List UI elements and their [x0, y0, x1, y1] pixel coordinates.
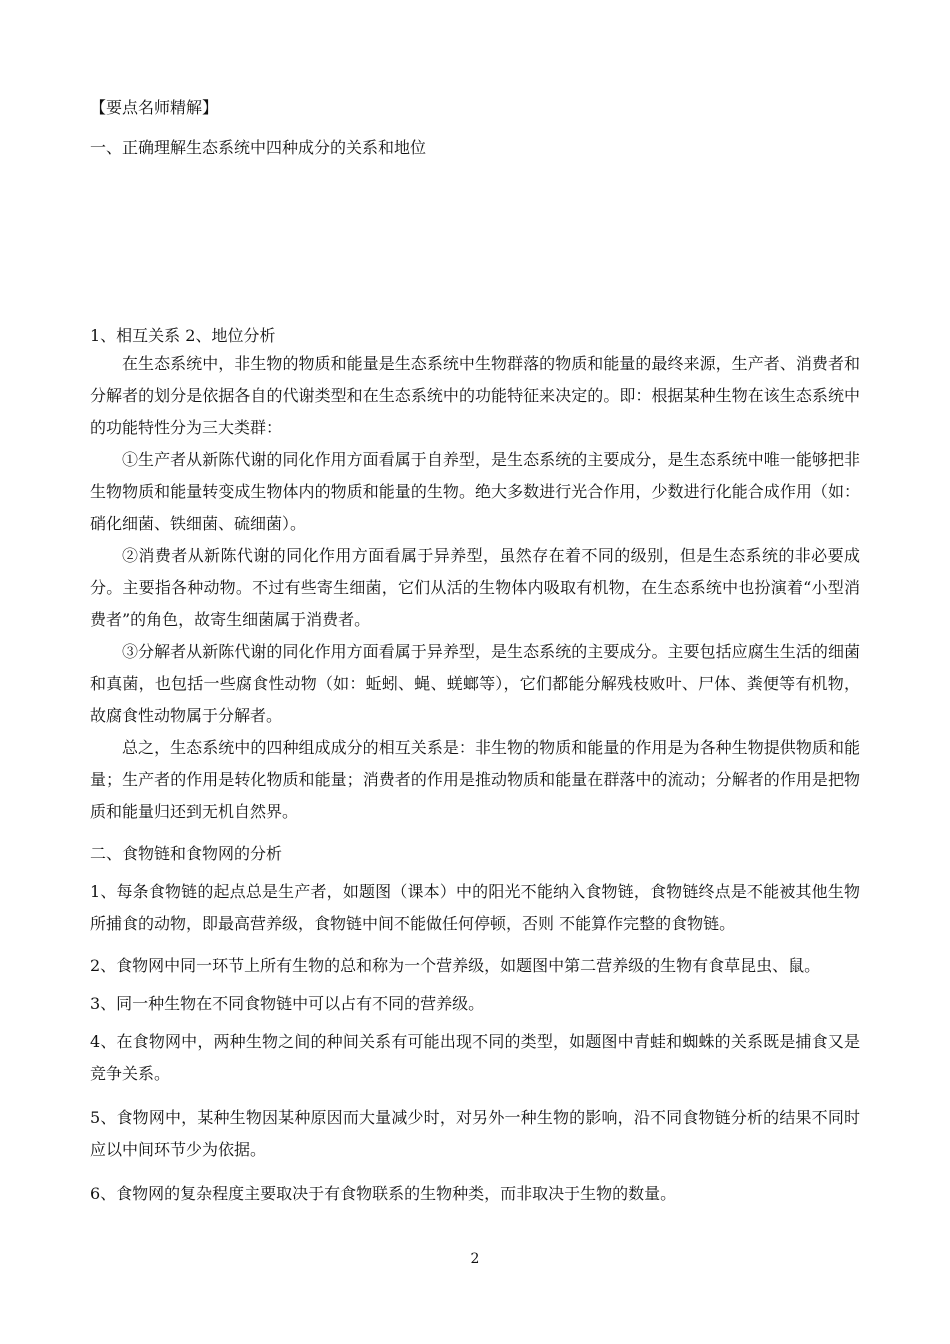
- subheading: 1、相互关系 2、地位分析: [90, 326, 276, 345]
- paragraph-consumer: ②消费者从新陈代谢的同化作用方面看属于异养型，虽然存在着不同的级别，但是生态系统的非必要成分。主要指各种动物。不过有些寄生细菌，它们从活的生物体内吸取有机物，在生态系统中也扮演着“小型消费者”的角色，故寄生细菌属于消费者。: [90, 546, 860, 629]
- paragraph-summary: 总之，生态系统中的四种组成成分的相互关系是：非生物的物质和能量的作用是为各种生物提供物质和能量；生产者的作用是转化物质和能量；消费者的作用是推动物质和能量在群落中的流动；分解者的作用是把物质和能量归还到无机自然界。: [90, 738, 860, 821]
- page-number: 2: [470, 1251, 480, 1267]
- figure-placeholder: [90, 175, 860, 315]
- list-item: 6、食物网的复杂程度主要取决于有食物联系的生物种类，而非取决于生物的数量。: [90, 1184, 677, 1203]
- list-item: 2、食物网中同一环节上所有生物的总和称为一个营养级，如题图中第二营养级的生物有食草昆虫、鼠。: [90, 956, 821, 975]
- paragraph-intro: 在生态系统中，非生物的物质和能量是生态系统中生物群落的物质和能量的最终来源，生产者、消费者和分解者的划分是依据各自的代谢类型和在生态系统中的功能特征来决定的。即：根据某种生物在该生态系统中的功能特性分为三大类群：: [90, 354, 860, 437]
- paragraph-producer: ①生产者从新陈代谢的同化作用方面看属于自养型，是生态系统的主要成分，是生态系统中唯一能够把非生物物质和能量转变成生物体内的物质和能量的生物。绝大多数进行光合作用，少数进行化能合成作用（如：硝化细菌、铁细菌、硫细菌）。: [90, 450, 860, 533]
- list-item: 5、食物网中，某种生物因某种原因而大量减少时，对另外一种生物的影响，沿不同食物链分析的结果不同时应以中间环节少为依据。: [90, 1108, 860, 1159]
- list-item: 3、同一种生物在不同食物链中可以占有不同的营养级。: [90, 994, 485, 1013]
- section-1-title: 一、正确理解生态系统中四种成分的关系和地位: [90, 138, 427, 157]
- list-item: 1、每条食物链的起点总是生产者，如题图（课本）中的阳光不能纳入食物链，食物链终点是不能被其他生物所捕食的动物，即最高营养级，食物链中间不能做任何停顿，否则 不能算作完整的食物链。: [90, 882, 860, 933]
- paragraph-decomposer: ③分解者从新陈代谢的同化作用方面看属于异养型，是生态系统的主要成分。主要包括应腐生生活的细菌和真菌，也包括一些腐食性动物（如：蚯蚓、蝇、蜣螂等），它们都能分解残枝败叶、尸体、粪便等有机物，故腐食性动物属于分解者。: [90, 642, 860, 725]
- section-2-title: 二、食物链和食物网的分析: [90, 844, 283, 863]
- list-item: 4、在食物网中，两种生物之间的种间关系有可能出现不同的类型，如题图中青蛙和蜘蛛的关系既是捕食又是竞争关系。: [90, 1032, 860, 1083]
- heading: 【要点名师精解】: [90, 98, 219, 117]
